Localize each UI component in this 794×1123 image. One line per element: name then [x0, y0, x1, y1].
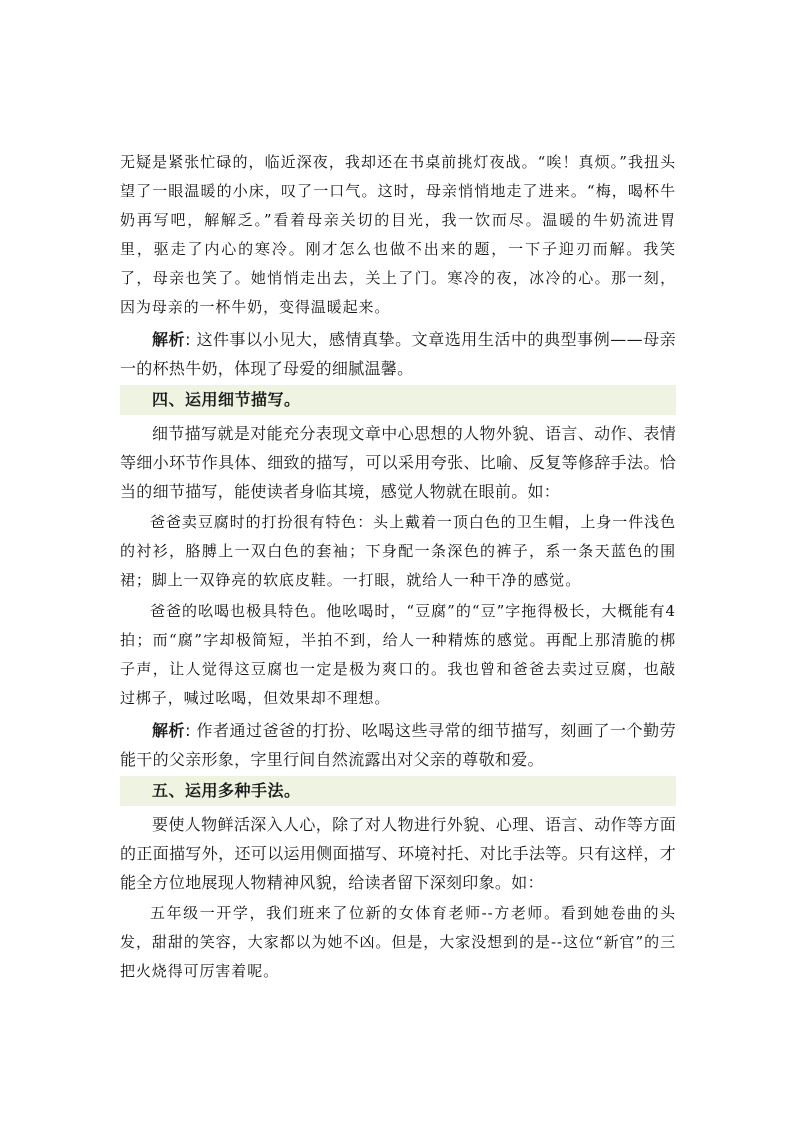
section-4-body: 细节描写就是对能充分表现文章中心思想的人物外貌、语言、动作、表情等细小环节作具体、细致的描写，可以采用夸张、比喻、反复等修辞手法。恰当的细节描写，能使读者身临其境，感觉人物就在眼前。如： — [120, 424, 676, 501]
analysis-label-2: 解析 — [152, 721, 186, 740]
analysis-paragraph-2 — [120, 716, 676, 774]
analysis-paragraph — [120, 325, 676, 383]
section-heading-5: 五、运用多种手法。 — [120, 776, 676, 806]
example-calling: 爸爸的吆喝也极具特色。他吆喝时，“豆腐”的“豆”字拖得极长，大概能有4拍；而“腐”字却极简短，半拍不到，给人一种精炼的感觉。再配上那清脆的梆子声，让人觉得这豆腐也一定是极为爽口的。我也曾和爸爸去卖过豆腐，也敲过梆子，喊过吆喝，但效果却不理想。 — [120, 602, 676, 707]
example-outfit: 爸爸卖豆腐时的打扮很有特色：头上戴着一顶白色的卫生帽，上身一件浅色的衬衫，胳膊上一双白色的套袖；下身配一条深色的裤子，系一条天蓝色的围裙；脚上一双铮亮的软底皮鞋。一打眼，就给人一种干净的感觉。 — [120, 513, 676, 589]
analysis-text: : 这件事以小见大，感情真挚。文章选用生活中的典型事例——母亲一的杯热牛奶，体现了母爱的细腻温馨。 — [120, 330, 676, 378]
analysis-text-2: : 作者通过爸爸的打扮、吆喝这些寻常的细节描写，刻画了一个勤劳能干的父亲形象，字里行间自然流露出对父亲的尊敬和爱。 — [120, 721, 676, 769]
section-heading-4: 四、运用细节描写。 — [120, 385, 676, 415]
section-5-body: 要使人物鲜活深入人心，除了对人物进行外貌、心理、语言、动作等方面的正面描写外，还可以运用侧面描写、环境衬托、对比手法等。只有这样，才能全方位地展现人物精神风貌，给读者留下深刻印象。如： — [120, 815, 676, 892]
document-page — [120, 148, 676, 986]
example-teacher: 五年级一开学，我们班来了位新的女体育老师--方老师。看到她卷曲的头发，甜甜的笑容，大家都以为她不凶。但是，大家没想到的是--这位“新官”的三把火烧得可厉害着呢。 — [120, 904, 676, 980]
analysis-label: 解析 — [152, 330, 186, 349]
story-excerpt: 无疑是紧张忙碌的，临近深夜，我却还在书桌前挑灯夜战。“唉！真烦。”我扭头望了一眼温暖的小床，叹了一口气。这时，母亲悄悄地走了进来。“梅，喝杯牛奶再写吧，解解乏。”看着母亲关切的目光，我一饮而尽。温暖的牛奶流进胃里，驱走了内心的寒冷。刚才怎么也做不出来的题，一下子迎刃而解。我笑了，母亲也笑了。她悄悄走出去，关上了门。寒冷的夜，冰冷的心。那一刻，因为母亲的一杯牛奶，变得温暖起来。 — [120, 153, 676, 316]
